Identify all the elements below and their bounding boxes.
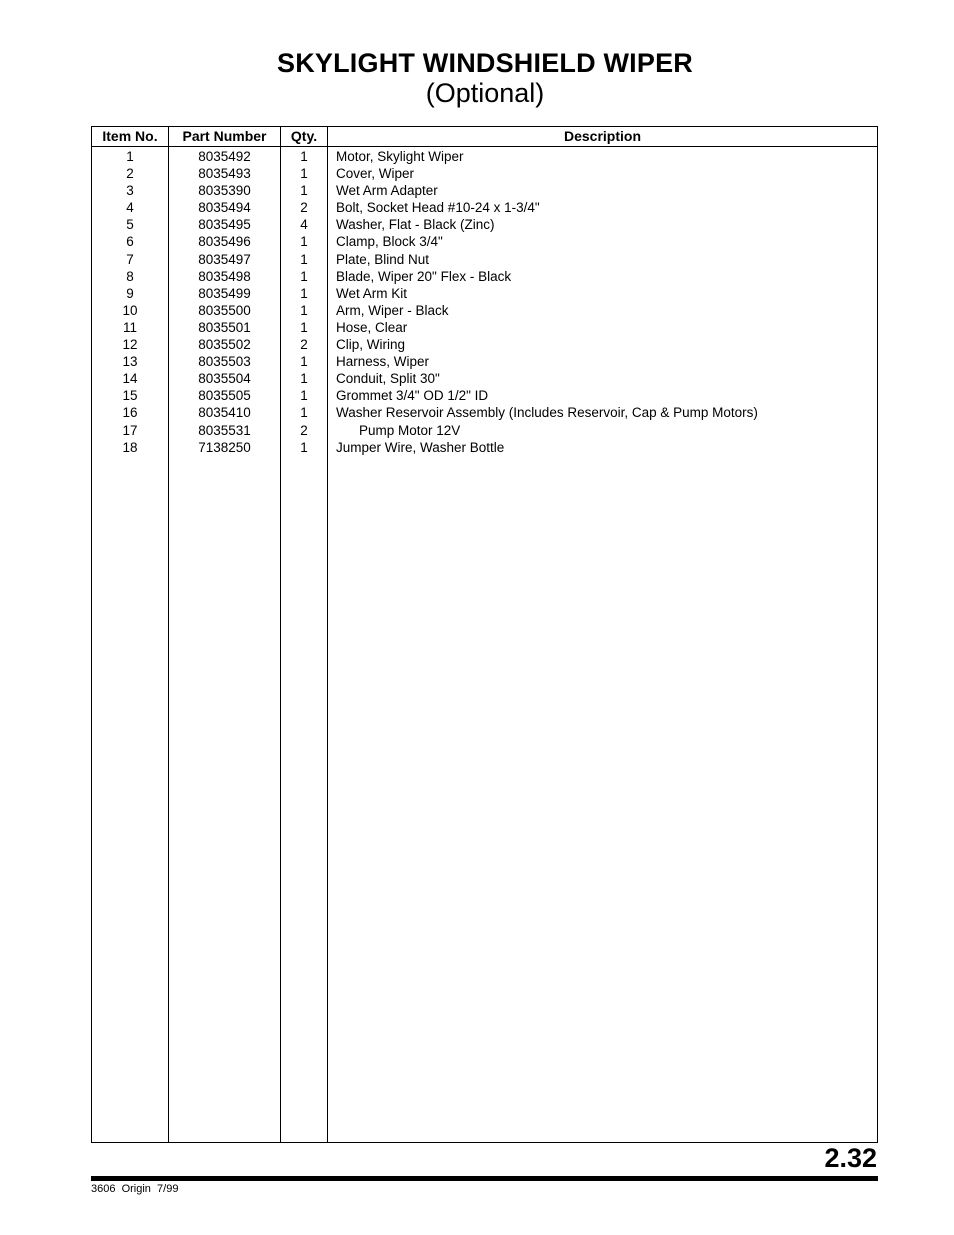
cell-qty: 2 bbox=[300, 200, 308, 216]
cell-description: Plate, Blind Nut bbox=[336, 251, 430, 267]
cell-part-number: 8035500 bbox=[198, 302, 251, 318]
cell-description: Blade, Wiper 20" Flex - Black bbox=[336, 268, 512, 284]
table-row bbox=[92, 439, 877, 456]
cell-item-no: 6 bbox=[126, 234, 134, 250]
cell-description: Harness, Wiper bbox=[336, 354, 430, 370]
cell-part-number: 8035390 bbox=[198, 183, 251, 199]
cell-description: Grommet 3/4" OD 1/2" ID bbox=[336, 388, 489, 404]
table-row bbox=[92, 233, 877, 250]
cell-part-number: 8035531 bbox=[198, 422, 251, 438]
cell-description: Clamp, Block 3/4" bbox=[336, 234, 443, 250]
cell-qty: 1 bbox=[300, 302, 308, 318]
cell-item-no: 12 bbox=[122, 337, 138, 353]
table-row bbox=[92, 251, 877, 268]
cell-item-no: 3 bbox=[126, 183, 134, 199]
cell-item-no: 11 bbox=[122, 319, 137, 335]
cell-description: Washer, Flat - Black (Zinc) bbox=[336, 217, 495, 233]
cell-description: Arm, Wiper - Black bbox=[336, 302, 449, 318]
cell-qty: 1 bbox=[300, 405, 308, 421]
cell-item-no: 17 bbox=[122, 422, 138, 438]
table-row bbox=[92, 422, 877, 439]
cell-part-number: 8035499 bbox=[198, 285, 251, 301]
cell-part-number: 7138250 bbox=[198, 439, 251, 455]
cell-qty: 2 bbox=[300, 422, 308, 438]
header-description: Description bbox=[563, 128, 641, 144]
cell-qty: 4 bbox=[300, 217, 308, 233]
cell-description: Pump Motor 12V bbox=[359, 422, 461, 438]
cell-part-number: 8035492 bbox=[198, 149, 251, 164]
cell-item-no: 2 bbox=[126, 166, 134, 182]
cell-item-no: 8 bbox=[126, 268, 134, 284]
cell-item-no: 7 bbox=[126, 251, 134, 267]
table-row bbox=[92, 387, 877, 404]
cell-item-no: 10 bbox=[122, 302, 138, 318]
cell-part-number: 8035493 bbox=[198, 166, 251, 182]
cell-description: Hose, Clear bbox=[336, 319, 408, 335]
table-row bbox=[92, 216, 877, 233]
cell-part-number: 8035410 bbox=[198, 405, 251, 421]
table-header-row bbox=[92, 127, 877, 147]
table-row bbox=[92, 404, 877, 421]
cell-qty: 1 bbox=[300, 371, 308, 387]
cell-qty: 1 bbox=[300, 166, 308, 182]
cell-part-number: 8035497 bbox=[198, 251, 251, 267]
table-row bbox=[92, 353, 877, 370]
page-number: 2.32 bbox=[824, 1143, 877, 1173]
cell-description: Wet Arm Kit bbox=[336, 285, 408, 301]
cell-qty: 1 bbox=[300, 439, 308, 455]
cell-description: Cover, Wiper bbox=[336, 166, 415, 182]
table-body bbox=[92, 148, 877, 456]
cell-part-number: 8035502 bbox=[198, 337, 251, 353]
cell-qty: 1 bbox=[300, 251, 308, 267]
cell-part-number: 8035503 bbox=[198, 354, 251, 370]
cell-item-no: 14 bbox=[122, 371, 138, 387]
cell-item-no: 9 bbox=[126, 285, 134, 301]
cell-qty: 1 bbox=[300, 268, 308, 284]
cell-description: Conduit, Split 30" bbox=[336, 371, 440, 387]
page-title: SKYLIGHT WINDSHIELD WIPER bbox=[277, 48, 693, 78]
page-subtitle: (Optional) bbox=[425, 78, 545, 108]
table-row bbox=[92, 182, 877, 199]
cell-item-no: 13 bbox=[122, 354, 138, 370]
header-item-no: Item No. bbox=[102, 128, 158, 144]
table-row bbox=[92, 285, 877, 302]
parts-table bbox=[91, 126, 878, 1143]
cell-part-number: 8035504 bbox=[198, 371, 251, 387]
cell-item-no: 1 bbox=[126, 149, 134, 164]
cell-part-number: 8035494 bbox=[198, 200, 251, 216]
cell-part-number: 8035505 bbox=[198, 388, 251, 404]
table-row bbox=[92, 319, 877, 336]
cell-qty: 2 bbox=[300, 337, 308, 353]
cell-qty: 1 bbox=[300, 354, 308, 370]
cell-qty: 1 bbox=[300, 319, 308, 335]
cell-description: Washer Reservoir Assembly (Includes Reservoir, Cap & Pump Motors) bbox=[336, 405, 758, 421]
table-row bbox=[92, 165, 877, 182]
cell-description: Wet Arm Adapter bbox=[336, 183, 438, 199]
cell-item-no: 4 bbox=[126, 200, 134, 216]
table-row bbox=[92, 370, 877, 387]
header-qty: Qty. bbox=[290, 128, 318, 144]
header-part-number: Part Number bbox=[182, 128, 267, 144]
cell-qty: 1 bbox=[300, 388, 308, 404]
table-row bbox=[92, 302, 877, 319]
cell-part-number: 8035495 bbox=[198, 217, 251, 233]
cell-description: Motor, Skylight Wiper bbox=[336, 149, 464, 164]
table-row bbox=[92, 148, 877, 165]
cell-part-number: 8035498 bbox=[198, 268, 251, 284]
cell-item-no: 5 bbox=[126, 217, 134, 233]
cell-part-number: 8035496 bbox=[198, 234, 251, 250]
cell-qty: 1 bbox=[300, 234, 308, 250]
footer-text: 3606 Origin 7/99 bbox=[91, 1183, 179, 1195]
cell-part-number: 8035501 bbox=[198, 319, 251, 335]
cell-item-no: 18 bbox=[122, 439, 138, 455]
cell-description: Jumper Wire, Washer Bottle bbox=[336, 439, 505, 455]
cell-description: Bolt, Socket Head #10-24 x 1-3/4" bbox=[336, 200, 540, 216]
cell-item-no: 16 bbox=[122, 405, 138, 421]
table-row bbox=[92, 336, 877, 353]
cell-qty: 1 bbox=[300, 149, 308, 164]
cell-description: Clip, Wiring bbox=[336, 337, 406, 353]
table-row bbox=[92, 268, 877, 285]
table-row bbox=[92, 199, 877, 216]
footer-rule bbox=[91, 1176, 878, 1181]
page-title-block bbox=[0, 48, 954, 108]
cell-qty: 1 bbox=[300, 183, 308, 199]
cell-item-no: 15 bbox=[122, 388, 138, 404]
cell-qty: 1 bbox=[300, 285, 308, 301]
